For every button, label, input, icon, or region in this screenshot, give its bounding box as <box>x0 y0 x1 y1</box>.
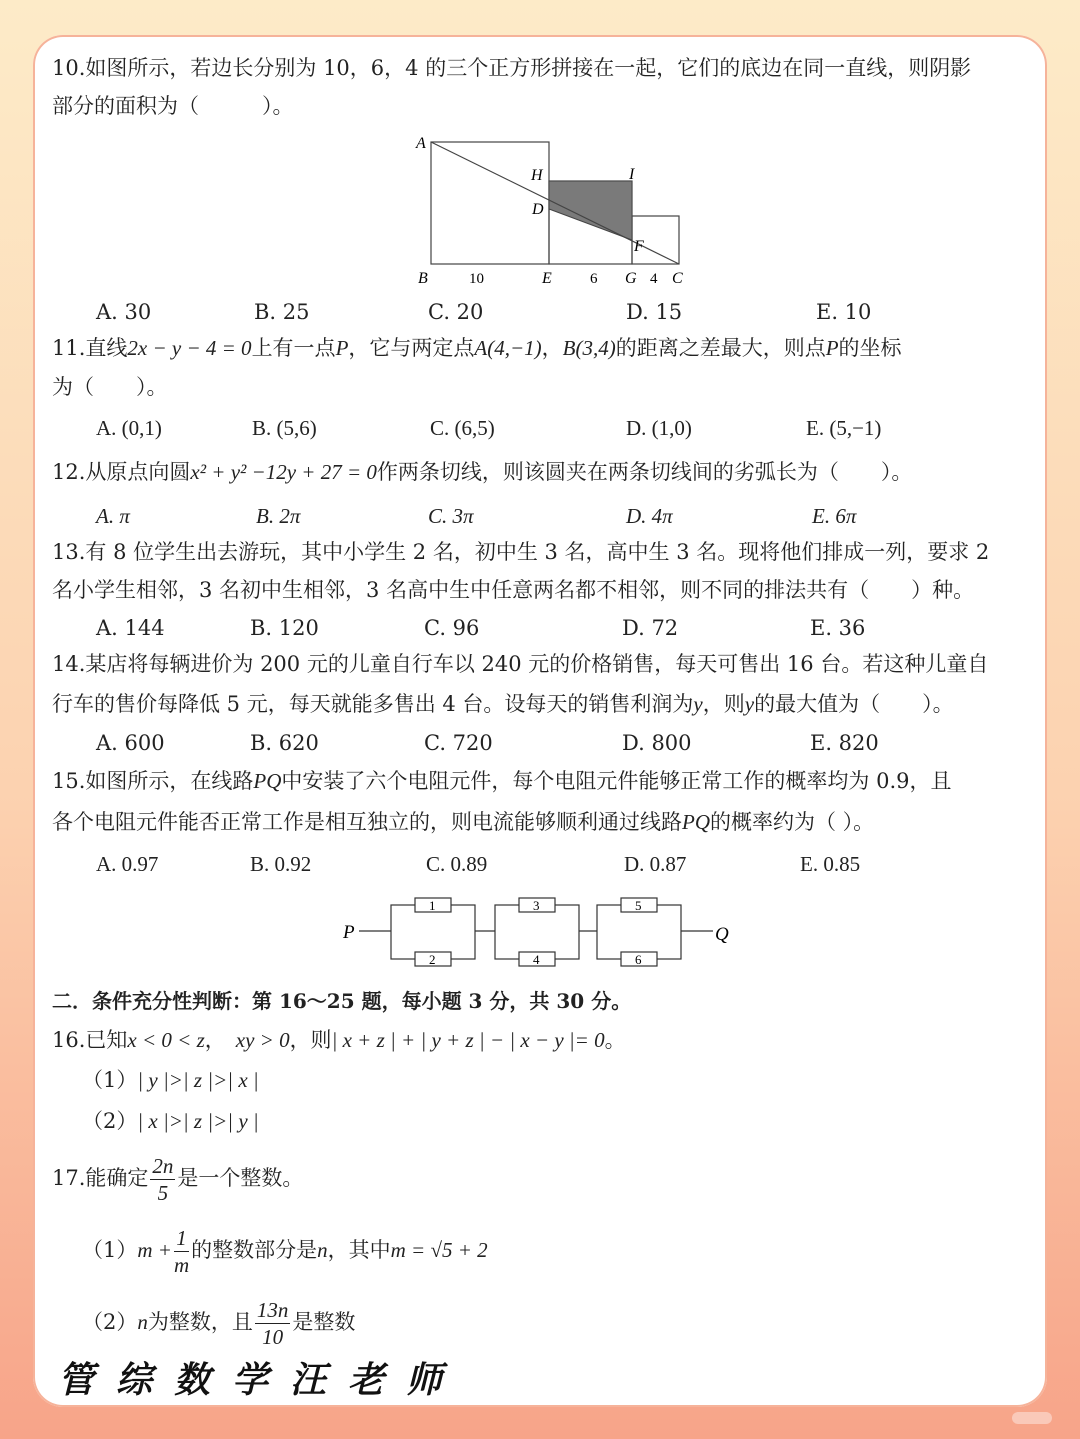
q12-line1: 12.从原点向圆x² + y² −12y + 27 = 0作两条切线，则该圆夹在两条切线间的劣弧长为（ ）。 <box>52 460 913 484</box>
label-6: 6 <box>590 271 598 287</box>
author-signature: 管综数学汪老师 <box>58 1359 465 1401</box>
q16-stem: 16.已知x < 0 < z， xy > 0，则| x + z | + | y + z | − | x − y |= 0。 <box>52 1028 626 1052</box>
q14-option-a: A. 600 <box>96 731 165 755</box>
q13-option-c: C. 96 <box>424 616 480 640</box>
label-A: A <box>416 135 426 152</box>
q13-option-e: E. 36 <box>810 616 866 640</box>
q11-option-b: B. (5,6) <box>252 416 317 440</box>
q15-line1: 15.如图所示，在线路PQ中安装了六个电阻元件，每个电阻元件能够正常工作的概率均为 0.9，且 <box>52 769 952 793</box>
q13-option-a: A. 144 <box>96 616 165 640</box>
q10-line2: 部分的面积为（ ）。 <box>52 94 294 118</box>
resistor-1: 1 <box>429 898 436 913</box>
watermark-badge <box>1012 1412 1052 1424</box>
q12-option-a: A. π <box>96 504 130 528</box>
label-I: I <box>629 166 635 183</box>
label-B: B <box>418 270 428 287</box>
q12-option-e: E. 6π <box>812 504 857 528</box>
q17-condition-1: （1）m + $\frac{1}{m}$ 的整数部分是n，其中m = √5 + 2 <box>82 1226 488 1277</box>
q14-option-e: E. 820 <box>810 731 879 755</box>
q10-option-a: A. 30 <box>96 300 152 324</box>
q13-line1: 13.有 8 位学生出去游玩，其中小学生 2 名，初中生 3 名，高中生 3 名。现将他们排成一列，要求 2 <box>52 540 990 564</box>
label-G: G <box>625 270 637 287</box>
q15-option-e: E. 0.85 <box>800 852 861 876</box>
q12-option-b: B. 2π <box>256 504 301 528</box>
q11-option-c: C. (6,5) <box>430 416 495 440</box>
q10-option-c: C. 20 <box>428 300 484 324</box>
q10-option-d: D. 15 <box>626 300 683 324</box>
q14-option-b: B. 620 <box>250 731 319 755</box>
q14-line2: 行车的售价每降低 5 元，每天就能多售出 4 台。设每天的销售利润为y，则y的最大值为（ ）。 <box>52 692 954 716</box>
q11-option-d: D. (1,0) <box>626 416 692 440</box>
resistor-6: 6 <box>635 952 642 967</box>
label-4: 4 <box>650 271 658 287</box>
resistor-4: 4 <box>533 952 540 967</box>
q17-stem: 17.能确定 $\frac{2n}{5}$ 是一个整数。 <box>52 1154 304 1205</box>
q13-option-b: B. 120 <box>250 616 319 640</box>
q13-line2: 名小学生相邻，3 名初中生相邻，3 名高中生中任意两名都不相邻，则不同的排法共有（ ）种。 <box>52 578 975 602</box>
q11-line1: 11.直线2x − y − 4 = 0上有一点P，它与两定点A(4,−1)，B(3,4)的距离之差最大，则点P的坐标 <box>52 336 902 360</box>
label-10: 10 <box>469 271 484 287</box>
resistor-2: 2 <box>429 952 436 967</box>
q10-line1: 10.如图所示，若边长分别为 10，6，4 的三个正方形拼接在一起，它们的底边在同一直线，则阴影 <box>52 56 972 80</box>
circuit-P: P <box>343 922 355 943</box>
circuit-Q: Q <box>715 924 729 945</box>
q10-option-b: B. 25 <box>254 300 310 324</box>
q15-option-c: C. 0.89 <box>426 852 488 876</box>
q14-option-d: D. 800 <box>622 731 692 755</box>
label-C: C <box>672 270 683 287</box>
resistor-5: 5 <box>635 898 642 913</box>
q13-option-d: D. 72 <box>622 616 679 640</box>
q11-line2: 为（ ）。 <box>52 375 168 399</box>
q10-option-e: E. 10 <box>816 300 872 324</box>
section-2-heading: 二．条件充分性判断：第 16～25 题，每小题 3 分，共 30 分。 <box>52 989 632 1013</box>
q16-condition-2: （2）| x |>| z |>| y | <box>82 1109 259 1133</box>
q15-circuit-diagram <box>335 890 745 974</box>
q12-option-c: C. 3π <box>428 504 474 528</box>
resistor-3: 3 <box>533 898 540 913</box>
q14-option-c: C. 720 <box>424 731 493 755</box>
label-F: F <box>634 238 644 255</box>
q10-squares-figure <box>410 130 690 290</box>
label-E: E <box>542 270 552 287</box>
q15-line2: 各个电阻元件能否正常工作是相互独立的，则电流能够顺利通过线路PQ的概率约为（ ）。 <box>52 810 875 834</box>
q11-option-e: E. (5,−1) <box>806 416 882 440</box>
q12-option-d: D. 4π <box>626 504 673 528</box>
q15-option-d: D. 0.87 <box>624 852 687 876</box>
label-D: D <box>532 201 544 218</box>
q15-option-a: A. 0.97 <box>96 852 159 876</box>
q17-condition-2: （2）n为整数，且 $\frac{13n}{10}$ 是整数 <box>82 1298 356 1349</box>
q15-option-b: B. 0.92 <box>250 852 312 876</box>
q14-line1: 14.某店将每辆进价为 200 元的儿童自行车以 240 元的价格销售，每天可售出 16 台。若这种儿童自 <box>52 652 989 676</box>
q16-condition-1: （1）| y |>| z |>| x | <box>82 1068 259 1092</box>
label-H: H <box>531 167 543 184</box>
q11-option-a: A. (0,1) <box>96 416 162 440</box>
